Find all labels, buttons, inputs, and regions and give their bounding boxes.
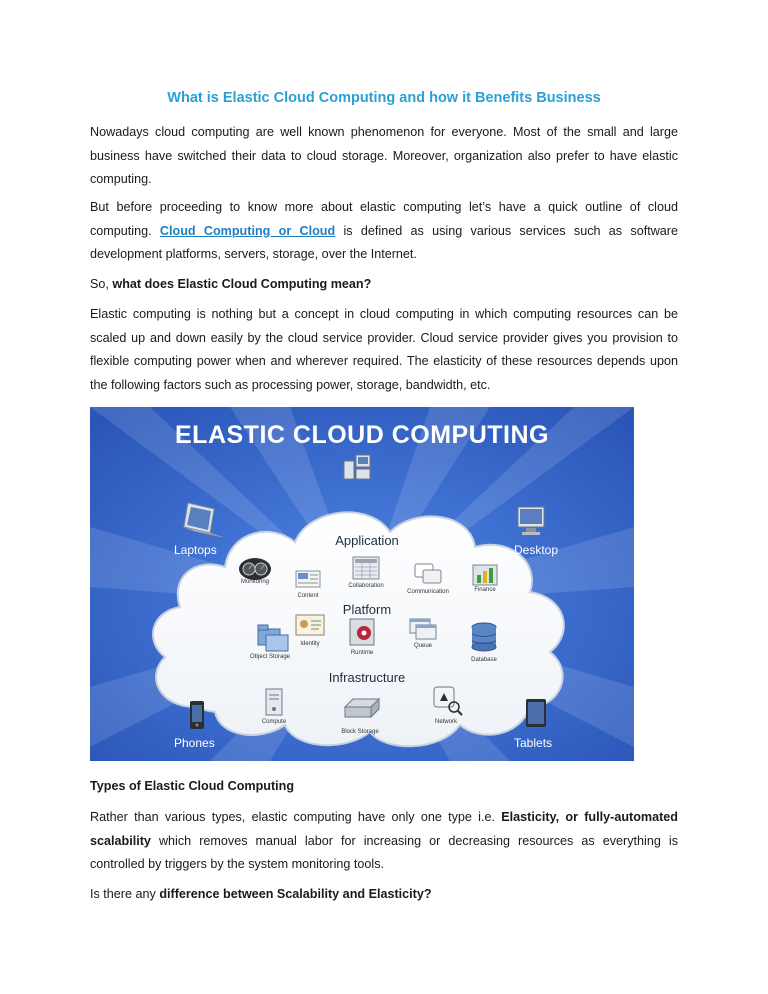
question-prefix: So, — [90, 277, 113, 291]
monitoring-label: Monitoring — [240, 579, 270, 585]
compute-icon — [266, 689, 282, 715]
runtime-icon — [350, 619, 374, 645]
tablets-label: Tablets — [514, 736, 553, 750]
collaboration-icon — [353, 557, 379, 579]
tablet-icon — [526, 699, 546, 727]
phones-label: Phones — [174, 736, 215, 750]
phone-icon — [190, 701, 204, 729]
question-bold: what does Elastic Cloud Computing mean? — [112, 277, 372, 291]
types-text-before: Rather than various types, elastic computing have only one type i.e. — [90, 810, 502, 824]
outline-text-after: is defined as using various services such as software development platforms, servers, storage, over the Internet. — [90, 223, 679, 261]
cloud-computing-link[interactable]: Cloud Computing or Cloud — [159, 223, 336, 238]
intro-paragraph — [90, 121, 678, 192]
outline-text-before: But before proceeding to know more about elastic computing let’s have a quick outline of cloud computing. — [90, 200, 678, 238]
cloud-outline-paragraph — [90, 196, 678, 267]
types-text-after: which removes manual labor for increasing or decreasing resources as everything is controlled by triggers by the system monitoring tools. — [90, 833, 678, 871]
network-label: Network — [434, 719, 458, 725]
compute-label: Compute — [261, 719, 287, 725]
elastic-cloud-figure — [90, 407, 634, 761]
database-icon — [472, 623, 496, 651]
difference-prefix: Is there any — [90, 887, 160, 901]
types-paragraph — [90, 806, 678, 877]
desktop-label: Desktop — [514, 543, 559, 557]
finance-icon — [473, 565, 497, 585]
communication-label: Communication — [407, 589, 449, 595]
runtime-label: Runtime — [350, 650, 374, 656]
content-icon — [296, 571, 320, 587]
laptops-label: Laptops — [174, 543, 217, 557]
content-label: Content — [297, 593, 319, 599]
block-storage-label: Block Storage — [341, 729, 379, 735]
figure-svg — [90, 407, 634, 761]
object-storage-label: Object Storage — [249, 654, 291, 660]
database-label: Database — [471, 657, 497, 663]
definition-text: Elastic computing is nothing but a concept in cloud computing in which computing resources can be scaled up and down easily by the cloud service provider. Cloud service provider gives you provision to flexible computing power when and wherever required. The elasticity of these resources depends upon the following factors such as processing power, storage, bandwidth, etc. — [90, 307, 678, 392]
question-paragraph — [90, 273, 678, 297]
intro-text: Nowadays cloud computing are well known phenomenon for everyone. Most of the small and large business have switched their data to cloud storage. Moreover, organization also prefer to have elastic computing. — [90, 125, 678, 186]
block-storage-icon — [345, 699, 379, 717]
identity-label: Identity — [300, 641, 320, 647]
figure-heading: ELASTIC CLOUD COMPUTING — [175, 421, 549, 449]
layer-application-label: Application — [335, 533, 399, 548]
identity-icon — [296, 615, 324, 635]
layer-infrastructure-label: Infrastructure — [328, 670, 406, 685]
monitoring-icon — [239, 558, 271, 580]
difference-bold: difference between Scalability and Elasticity? — [159, 887, 432, 901]
collaboration-label: Collaboration — [348, 583, 384, 589]
types-heading: Types of Elastic Cloud Computing — [90, 779, 295, 793]
definition-paragraph — [90, 303, 678, 397]
difference-paragraph — [90, 883, 678, 907]
document-title: What is Elastic Cloud Computing and how it Benefits Business — [167, 90, 601, 106]
finance-label: Finance — [474, 587, 496, 593]
queue-label: Queue — [413, 643, 433, 649]
types-bold: Elasticity, or fully-automated scalability — [90, 810, 678, 848]
layer-platform-label: Platform — [342, 602, 392, 617]
